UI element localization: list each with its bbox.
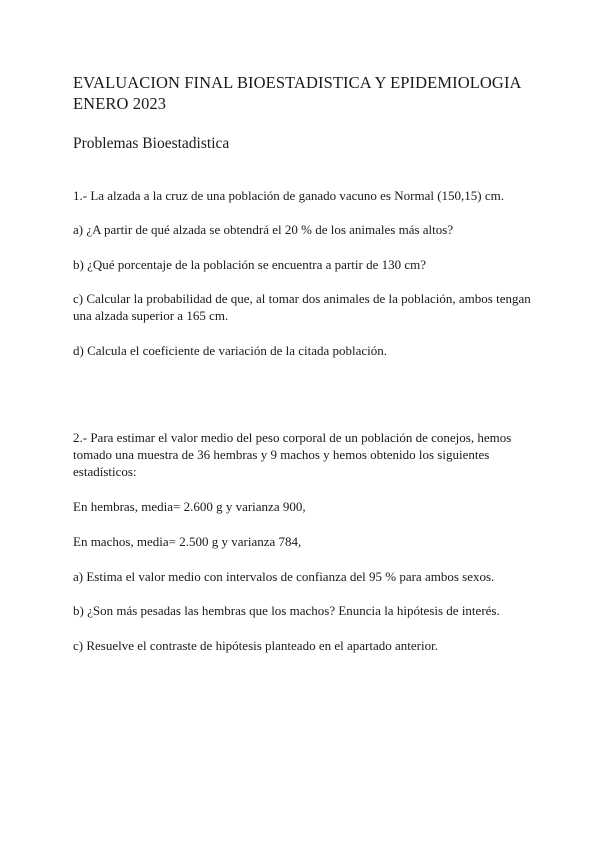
problem-1-question-c: c) Calcular la probabilidad de que, al tomar dos animales de la población, ambos tengan una alzada superior a 165 cm. <box>73 291 531 323</box>
problem-2-question-b: b) ¿Son más pesadas las hembras que los machos? Enuncia la hipótesis de interés. <box>73 603 500 618</box>
problem-2-question-a: a) Estima el valor medio con intervalos de confianza del 95 % para ambos sexos. <box>73 569 495 584</box>
section-title: Problemas Bioestadistica <box>73 135 230 152</box>
exam-title: EVALUACION FINAL BIOESTADISTICA Y EPIDEMIOLOGIA ENERO 2023 <box>73 73 521 113</box>
problem-1-question-b: b) ¿Qué porcentaje de la población se encuentra a partir de 130 cm? <box>73 257 426 272</box>
problem-1-statement: 1.- La alzada a la cruz de una población de ganado vacuno es Normal (150,15) cm. <box>73 188 504 203</box>
problem-2-females-stats: En hembras, media= 2.600 g y varianza 900, <box>73 499 306 514</box>
problem-2-statement: 2.- Para estimar el valor medio del peso corporal de un población de conejos, hemos tomado una muestra de 36 hembras y 9 machos y hemos obtenido los siguientes estadísticos: <box>73 430 512 479</box>
problem-1-question-a: a) ¿A partir de qué alzada se obtendrá el 20 % de los animales más altos? <box>73 222 454 237</box>
problem-2-question-c: c) Resuelve el contraste de hipótesis planteado en el apartado anterior. <box>73 638 438 653</box>
problem-2-males-stats: En machos, media= 2.500 g y varianza 784, <box>73 534 302 549</box>
problem-1-question-d: d) Calcula el coeficiente de variación de la citada población. <box>73 343 388 358</box>
